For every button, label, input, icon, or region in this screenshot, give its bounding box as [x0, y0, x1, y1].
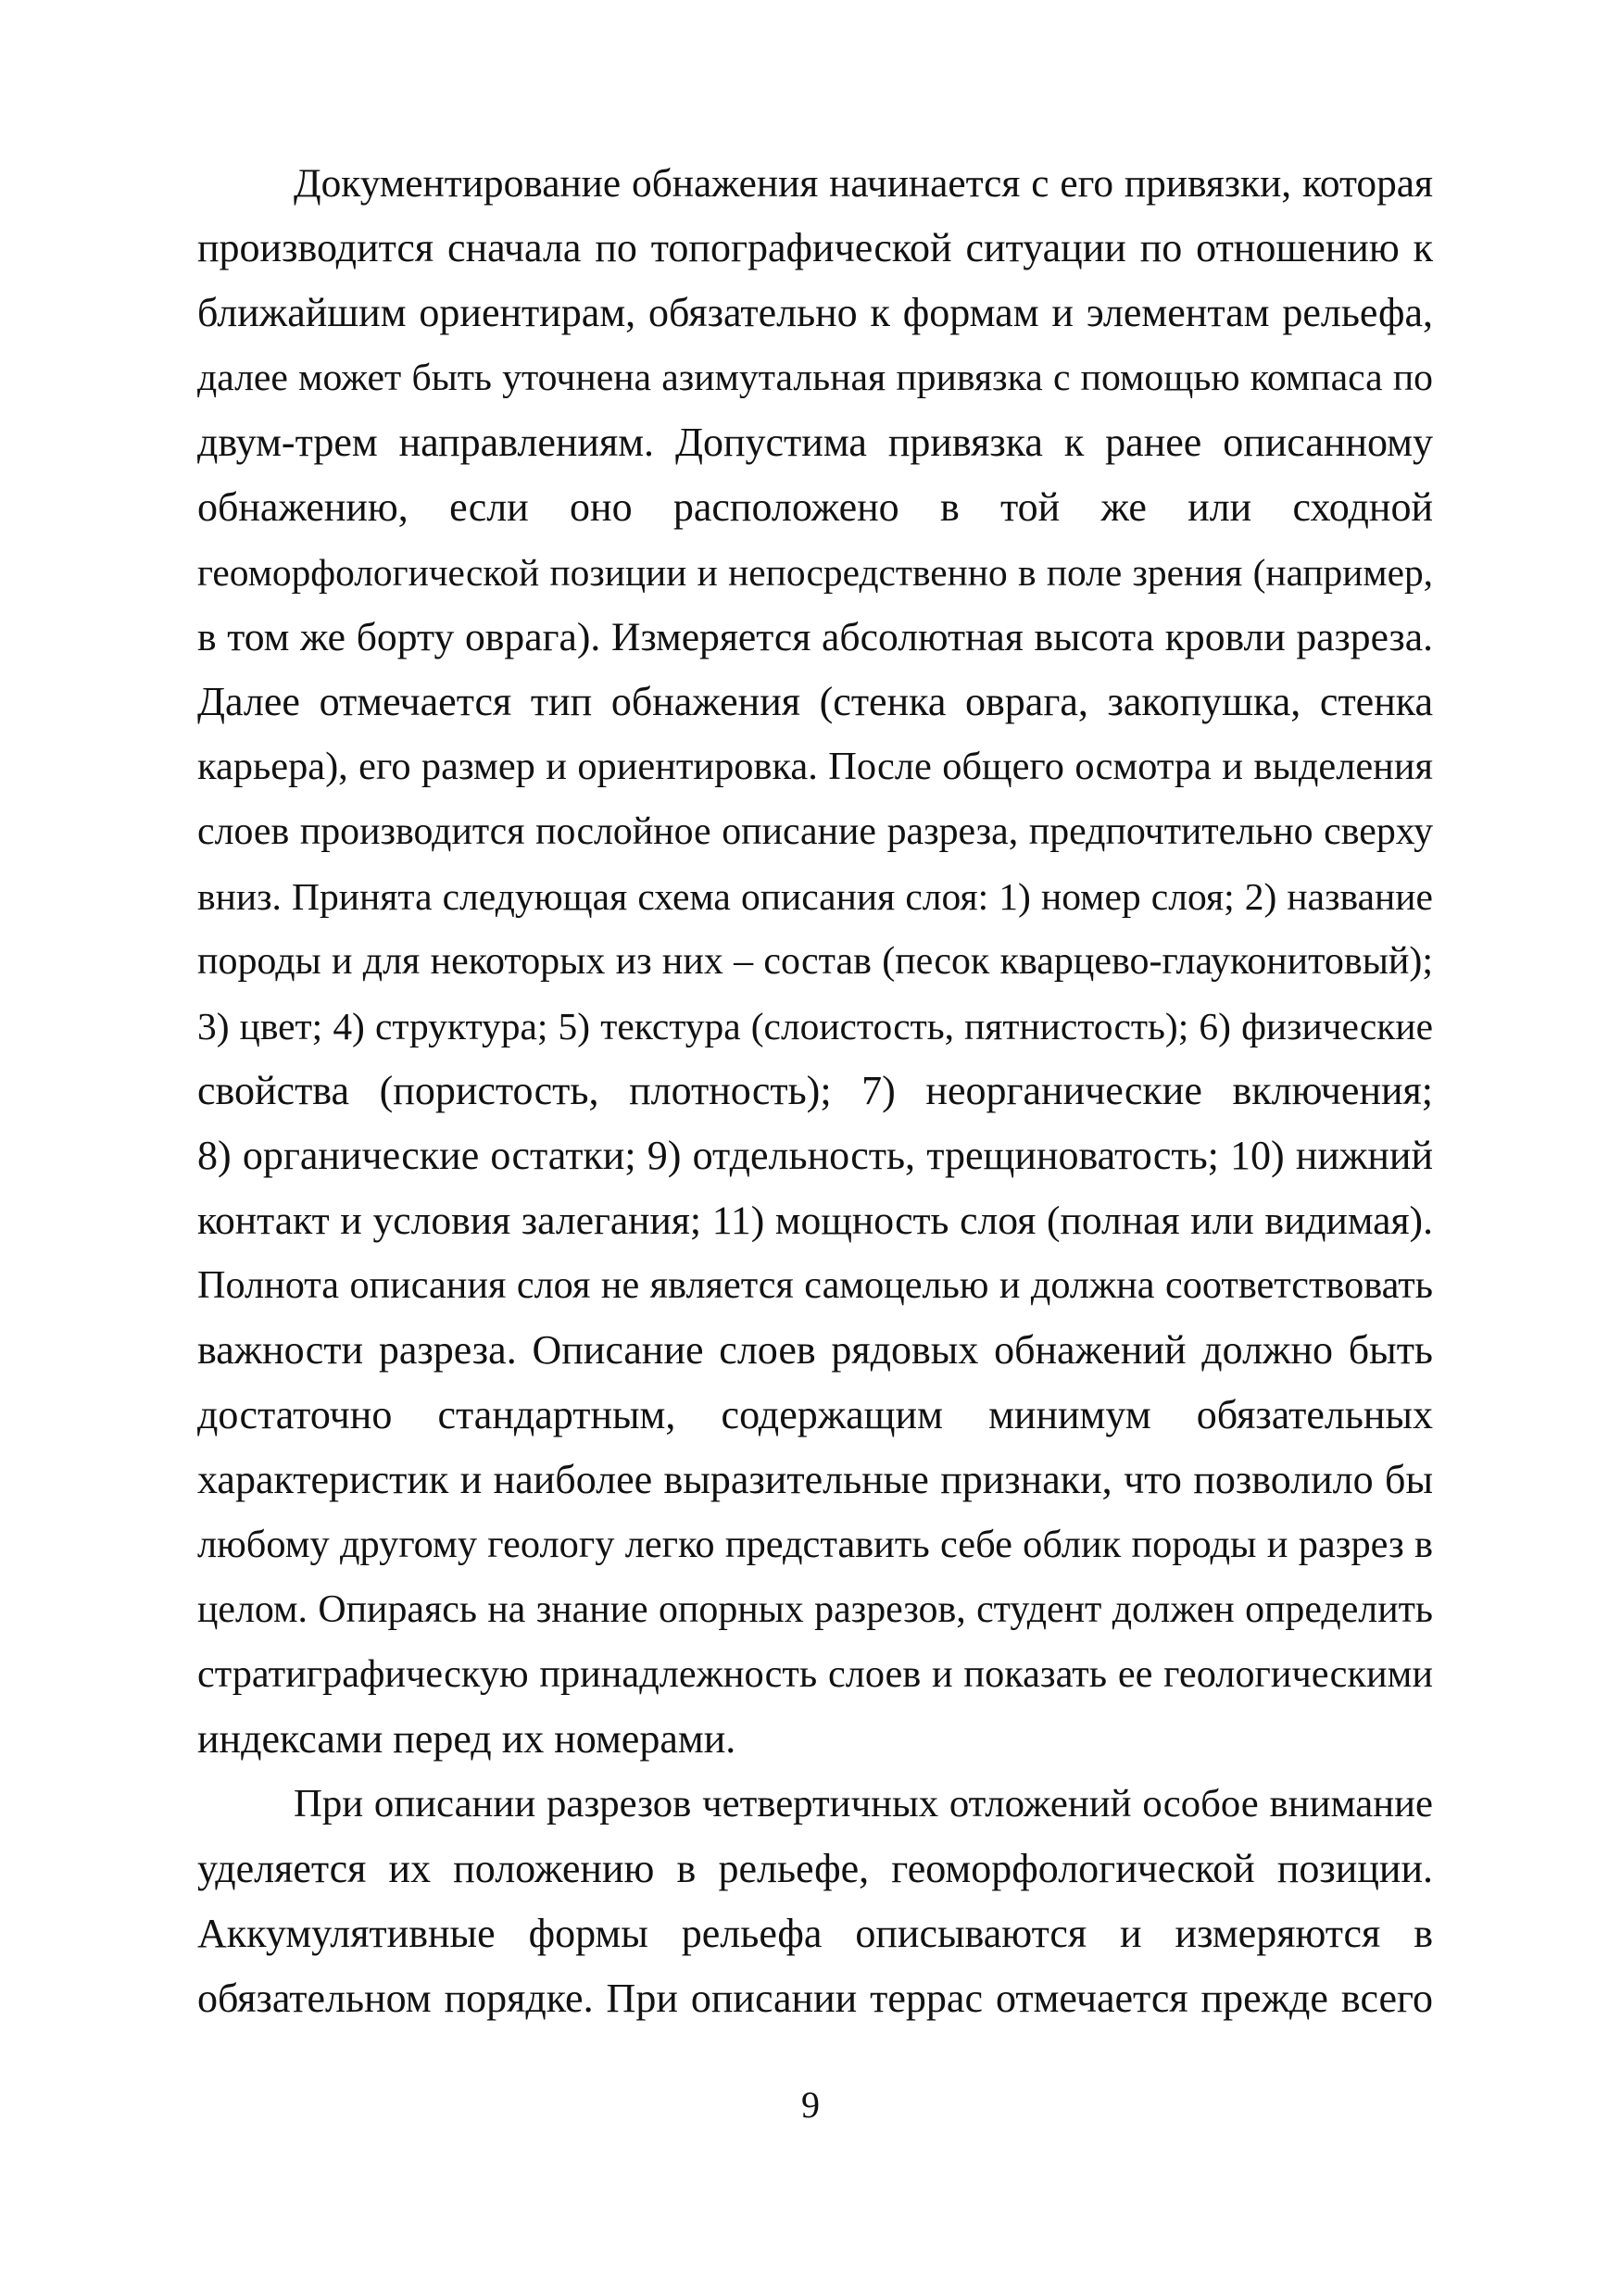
text-line: уделяется их положению в рельефе, геоморфологической позиции.: [197, 1846, 1433, 1891]
text-line: свойства (пористость, плотность); 7) неорганические включения;: [197, 1068, 1433, 1113]
text-line: двум-трем направлениям. Допустима привязка к ранее описанному: [197, 420, 1433, 465]
text-line: карьера), его размер и ориентировка. После общего осмотра и выделения: [197, 745, 1433, 788]
text-line: обнажению, если оно расположено в той же или сходной: [197, 484, 1433, 530]
body-text: [197, 151, 1433, 2031]
text-line: ближайшим ориентирам, обязательно к формам и элементам рельефа,: [197, 290, 1433, 335]
text-line: Полнота описания слоя не является самоцелью и должна соответствовать: [197, 1263, 1433, 1307]
text-line: целом. Опираясь на знание опорных разрезов, студент должен определить: [197, 1588, 1433, 1631]
text-line: стратиграфическую принадлежность слоев и показать ее геологическими: [197, 1652, 1433, 1696]
text-line: При описании разрезов четвертичных отложений особое внимание: [294, 1782, 1433, 1826]
text-line: породы и для некоторых из них – состав (песок кварцево-глауконитовый);: [197, 940, 1433, 983]
page-number: 9: [801, 2084, 820, 2126]
text-line: слоев производится послойное описание разреза, предпочтительно сверху: [197, 810, 1433, 853]
text-line: Аккумулятивные формы рельефа описываются и измеряются в: [197, 1911, 1433, 1956]
text-line: производится сначала по топографической ситуации по отношению к: [197, 225, 1433, 270]
text-line: вниз. Принята следующая схема описания слоя: 1) номер слоя; 2) название: [197, 875, 1433, 918]
text-line: контакт и условия залегания; 11) мощность слоя (полная или видимая).: [197, 1198, 1433, 1243]
text-line: далее может быть уточнена азимутальная привязка с помощью компаса по: [197, 357, 1433, 399]
text-line: характеристик и наиболее выразительные признаки, что позволило бы: [197, 1457, 1433, 1502]
text-line: индексами перед их номерами.: [197, 1716, 736, 1762]
text-line: любому другому геологу легко представить себе облик породы и разрез в: [197, 1523, 1433, 1566]
text-line: достаточно стандартным, содержащим минимум обязательных: [197, 1392, 1433, 1437]
text-line: 3) цвет; 4) структура; 5) текстура (слоистость, пятнистость); 6) физические: [197, 1005, 1433, 1048]
text-line: в том же борту оврага). Измеряется абсолютная высота кровли разреза.: [197, 615, 1433, 659]
text-line: Документирование обнажения начинается с его привязки, которая: [294, 161, 1433, 206]
text-line: важности разреза. Описание слоев рядовых обнажений должно быть: [197, 1327, 1433, 1373]
text-line: обязательном порядке. При описании террас отмечается прежде всего: [197, 1976, 1433, 2021]
text-line: геоморфологической позиции и непосредственно в поле зрения (например,: [197, 551, 1433, 594]
text-line: 8) органические остатки; 9) отдельность, трещиноватость; 10) нижний: [197, 1133, 1433, 1178]
paragraph-1: [197, 151, 1433, 1772]
paragraph-2: [197, 1772, 1433, 2031]
text-line: Далее отмечается тип обнажения (стенка оврага, закопушка, стенка: [197, 679, 1433, 724]
